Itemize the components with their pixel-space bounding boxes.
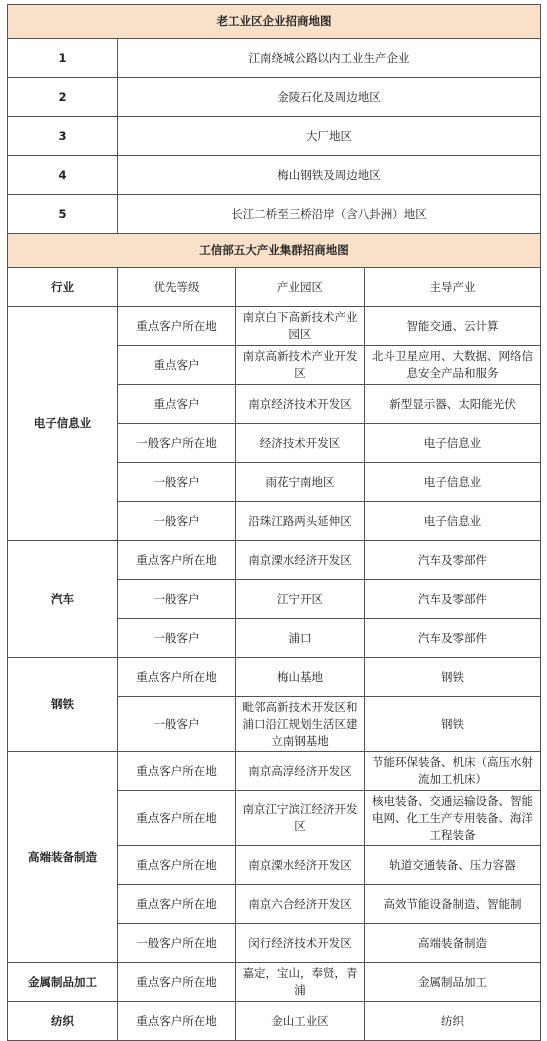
park-cell: 南京六合经济开发区 [236,885,365,924]
area-number: 3 [8,117,118,156]
park-cell: 经济技术开发区 [236,424,365,463]
industry-cell: 金属制品加工 [8,963,118,1002]
park-cell: 南京经济技术开发区 [236,385,365,424]
priority-cell: 重点客户 [118,346,236,385]
industry-cell: 纺织 [8,1002,118,1041]
industry-cell: 钢铁 [8,658,118,752]
header-main-industry: 主导产业 [365,268,541,307]
area-name: 江南绕城公路以内工业生产企业 [118,39,541,78]
main-industry-cell: 汽车及零部件 [365,541,541,580]
header-priority: 优先等级 [118,268,236,307]
main-industry-cell: 核电装备、交通运输设备、智能电网、化工生产专用装备、海洋工程装备 [365,791,541,846]
priority-cell: 重点客户所在地 [118,963,236,1002]
park-cell: 浦口 [236,619,365,658]
park-cell: 毗邻高新技术开发区和浦口沿江规划生活区建立南钢基地 [236,697,365,752]
industry-cell: 汽车 [8,541,118,658]
park-cell: 金山工业区 [236,1002,365,1041]
priority-cell: 重点客户所在地 [118,846,236,885]
main-industry-cell: 汽车及零部件 [365,619,541,658]
industry-cell: 电子信息业 [8,307,118,541]
area-number: 2 [8,78,118,117]
area-name: 长江二桥至三桥沿岸（含八卦洲）地区 [118,195,541,234]
main-industry-cell: 电子信息业 [365,424,541,463]
priority-cell: 重点客户所在地 [118,885,236,924]
priority-cell: 重点客户所在地 [118,658,236,697]
main-industry-cell: 钢铁 [365,658,541,697]
main-industry-cell: 纺织 [365,1002,541,1041]
priority-cell: 一般客户 [118,697,236,752]
park-cell: 嘉定，宝山，奉贤，青浦 [236,963,365,1002]
main-industry-cell: 钢铁 [365,697,541,752]
main-industry-cell: 北斗卫星应用、大数据、网络信息安全产品和服务 [365,346,541,385]
priority-cell: 重点客户所在地 [118,1002,236,1041]
area-number: 4 [8,156,118,195]
priority-cell: 重点客户所在地 [118,307,236,346]
main-industry-cell: 高效节能设备制造、智能制 [365,885,541,924]
park-cell: 南京溧水经济开发区 [236,541,365,580]
area-name: 大厂地区 [118,117,541,156]
investment-map-table [7,4,541,1041]
park-cell: 沿珠江路两头延伸区 [236,502,365,541]
priority-cell: 重点客户所在地 [118,752,236,791]
priority-cell: 一般客户 [118,580,236,619]
main-industry-cell: 金属制品加工 [365,963,541,1002]
priority-cell: 一般客户 [118,502,236,541]
main-industry-cell: 高端装备制造 [365,924,541,963]
park-cell: 闵行经济技术开发区 [236,924,365,963]
main-industry-cell: 智能交通、云计算 [365,307,541,346]
industry-cell: 高端装备制造 [8,752,118,963]
main-industry-cell: 新型显示器、太阳能光伏 [365,385,541,424]
priority-cell: 一般客户 [118,619,236,658]
main-industry-cell: 汽车及零部件 [365,580,541,619]
main-industry-cell: 电子信息业 [365,463,541,502]
area-number: 5 [8,195,118,234]
main-industry-cell: 节能环保装备、机床（高压水射流加工机床） [365,752,541,791]
priority-cell: 一般客户所在地 [118,424,236,463]
area-name: 梅山钢铁及周边地区 [118,156,541,195]
park-cell: 南京江宁滨江经济开发区 [236,791,365,846]
priority-cell: 一般客户 [118,463,236,502]
main-industry-cell: 轨道交通装备、压力容器 [365,846,541,885]
area-name: 金陵石化及周边地区 [118,78,541,117]
priority-cell: 一般客户所在地 [118,924,236,963]
header-industry: 行业 [8,268,118,307]
park-cell: 雨花宁南地区 [236,463,365,502]
header-park: 产业园区 [236,268,365,307]
section2-title: 工信部五大产业集群招商地图 [8,234,541,268]
park-cell: 南京高新技术产业开发区 [236,346,365,385]
park-cell: 梅山基地 [236,658,365,697]
park-cell: 江宁开区 [236,580,365,619]
area-number: 1 [8,39,118,78]
priority-cell: 重点客户所在地 [118,541,236,580]
park-cell: 南京高淳经济开发区 [236,752,365,791]
section1-title: 老工业区企业招商地图 [8,5,541,39]
park-cell: 南京溧水经济开发区 [236,846,365,885]
main-industry-cell: 电子信息业 [365,502,541,541]
priority-cell: 重点客户所在地 [118,791,236,846]
priority-cell: 重点客户 [118,385,236,424]
park-cell: 南京白下高新技术产业园区 [236,307,365,346]
